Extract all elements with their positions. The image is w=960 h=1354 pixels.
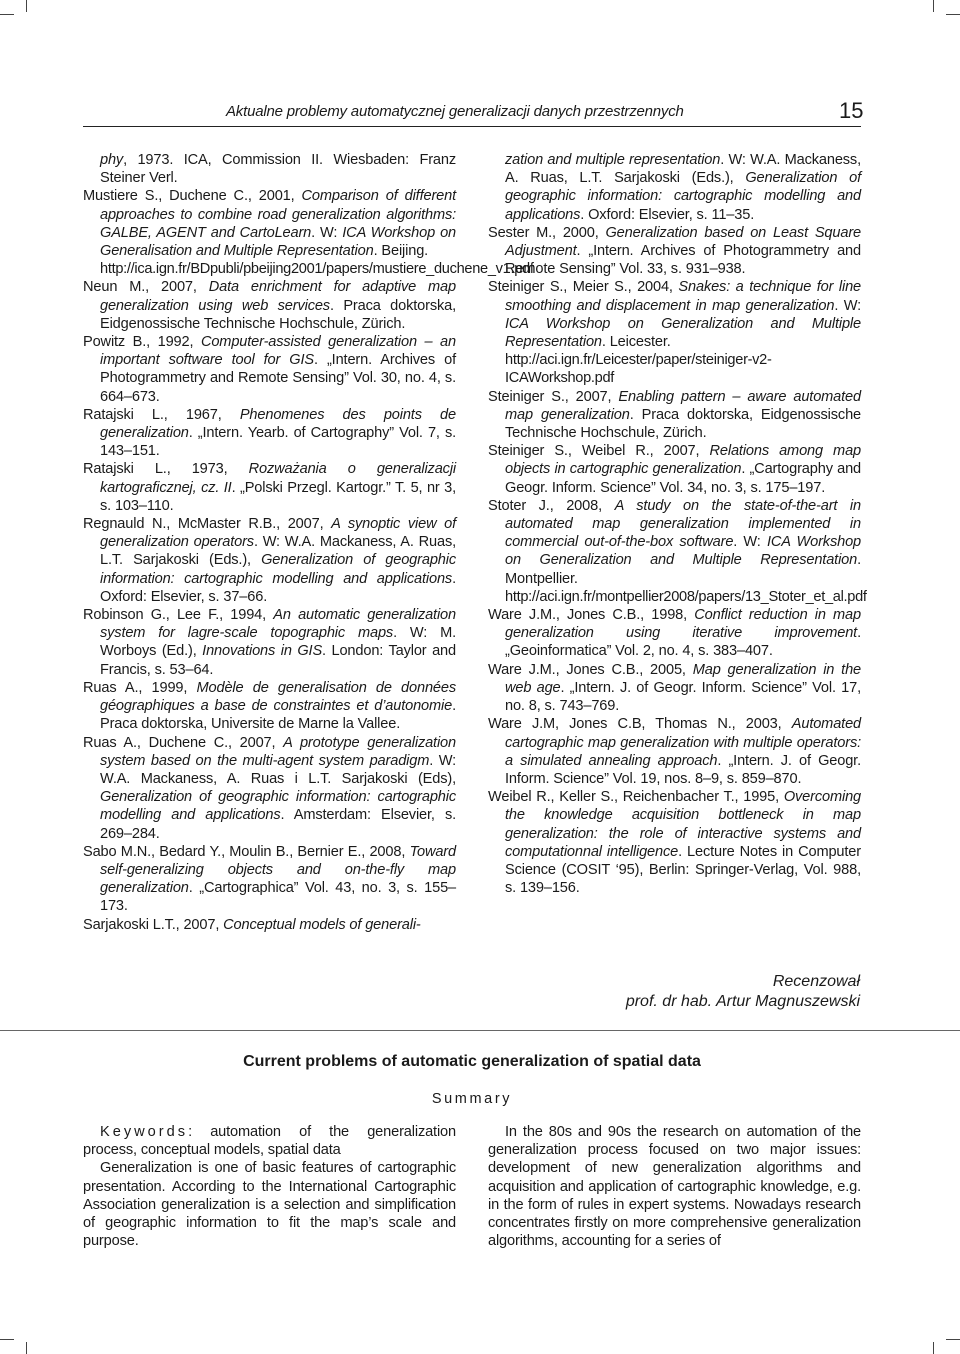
reference-text: . „Cartography and Geogr. Inform. Science” Vol. 34, no. 3, s. 175–197. [505, 461, 861, 496]
reference-entry [488, 497, 867, 606]
reference-text: Ratajski L., 1973, [83, 461, 249, 478]
reference-entry [83, 606, 456, 679]
reference-title: Toward self-generalizing objects and on-the-fly map generalization [100, 843, 456, 897]
reference-text: Ware J.M., Jones C.B., 2005, [488, 661, 693, 678]
keywords-label: Keywords [100, 1124, 189, 1140]
crop-mark [946, 14, 960, 15]
reference-title: Conceptual models of generali- [223, 916, 421, 933]
summary-paragraph: In the 80s and 90s the research on automation of the generalization process focused on two major issues: development of new generalization algorithms and acquisition and application of cartographic knowledge, e.g. in the form of rules in expert systems. Nowadays research concentrates firstly on more comprehensive generalization algorithms, accounting for a series of [488, 1124, 861, 1250]
crop-mark [0, 1339, 14, 1340]
reference-text: Sarjakoski L.T., 2007, [83, 916, 224, 933]
reference-title: Phenomenes des points de generalization [100, 406, 456, 442]
reference-entry [488, 788, 861, 897]
reference-text: . Montpellier. [505, 552, 861, 587]
reference-text: Ruas A., Duchene C., 2007, [83, 734, 284, 751]
reference-entry [83, 187, 534, 278]
reference-entry [83, 406, 456, 461]
reference-text: . Leicester. [601, 334, 671, 351]
reference-text: Ware J.M, Jones C.B, Thomas N., 2003, [488, 716, 792, 733]
reference-text: . Praca doktorska, Eidgenossische Technische Hochschule, Zürich. [100, 297, 456, 332]
reference-title: A study on the state-of-the-art in automated map generalization implemented in commercial out-of-the-box software [505, 497, 861, 551]
reference-title: ICA Workshop on Generalization and Multiple Representation [505, 315, 861, 351]
reference-title: Rozważania o generalizacji kartograficznej, cz. II [100, 461, 456, 496]
reference-title: phy [100, 152, 124, 168]
reference-entry [488, 388, 861, 443]
reference-entry [488, 278, 861, 387]
reference-title: Snakes: a technique for line smoothing and displacement in map generalization [505, 279, 862, 314]
reference-url[interactable]: http://ica.ign.fr/BDpubli/pbeijing2001/papers/mustiere_duchene_v1.pdf [100, 261, 534, 278]
reference-entry [83, 916, 456, 934]
reference-title: Data enrichment for adaptive map generalization using web services [100, 279, 456, 314]
reference-text: . „Polski Przegl. Kartogr.” T. 5, nr 3, s. 103–110. [100, 479, 457, 514]
reference-text: . Lecture Notes in Computer Science (COSIT ‘95), Berlin: Springer-Verlag, Vol. 988, s. 139–156. [505, 843, 861, 897]
reference-text: . „Geoinformatica” Vol. 2, no. 4, s. 383–407. [505, 625, 861, 660]
reviewer-name: prof. dr hab. Artur Magnuszewski [625, 993, 860, 1010]
header-rule [83, 126, 861, 127]
reference-text: Mustiere S., Duchene C., 2001, [83, 188, 302, 205]
reference-text: . W: W.A. Mackaness, A. Ruas, L.T. Sarjakoski (Eds.), [505, 152, 861, 187]
reference-entry [488, 151, 861, 224]
reference-entry [488, 661, 861, 716]
reference-title: Overcoming the knowledge acquisition bottleneck in map generalization: the role of interactive systems and computationnal intelligence [505, 789, 861, 860]
reference-entry [83, 515, 456, 606]
reference-text: Ware J.M., Jones C.B., 1998, [488, 607, 695, 624]
reference-title: Enabling pattern – aware automated map generalization [505, 388, 861, 423]
reference-url[interactable]: http://aci.ign.fr/montpellier2008/papers/13_Stoter_et_al.pdf [505, 588, 867, 605]
reference-entry [83, 460, 456, 515]
reference-title: Computer-assisted generalization – an important software tool for GIS [100, 334, 456, 369]
reference-text: , 1973. ICA, Commission II. Wiesbaden: Franz Steiner Verl. [100, 152, 456, 187]
reference-text: . W: W.A. Mackaness, A. Ruas, L.T. Sarjakoski (Eds.), [100, 534, 457, 569]
reference-text: . W: [834, 297, 861, 314]
reference-text: . London: Taylor and Francis, s. 53–64. [100, 643, 456, 678]
reference-text: . Oxford: Elsevier, s. 11–35. [580, 206, 755, 223]
reference-title: An automatic generalization system for lagre-scale topographic maps [100, 607, 456, 642]
reference-text: . W: [311, 224, 343, 241]
reference-text: Powitz B., 1992, [83, 334, 201, 351]
reference-title: Generalization of geographic information: cartographic modelling and applications [100, 789, 456, 824]
reference-entry [488, 442, 861, 497]
summary-label: Summary [431, 1091, 513, 1107]
reference-title: ICA Workshop on Generalisation and Multiple Representation [100, 224, 456, 260]
reference-text: . „Intern. Archives of Photogrammetry and Remote Sensing” Vol. 30, no. 4, s. 664–673. [100, 352, 456, 405]
reference-title: Conflict reduction in map generalization using iterative improvement [505, 607, 861, 642]
reference-text: Neun M., 2007, [83, 279, 209, 296]
reference-text: Steiniger S., Meier S., 2004, [488, 279, 679, 296]
reference-text: . „Intern. Yearb. of Cartography” Vol. 7, s. 143–151. [100, 425, 456, 460]
reference-title: Automated cartographic map generalization with multiple operators: a simulated annealing approach [505, 716, 861, 769]
reference-text: . „Intern. J. of Geogr. Inform. Science” Vol. 19, nos. 8–9, s. 859–870. [505, 752, 861, 787]
reference-text: . Praca doktorska, Eidgenossische Technische Hochschule, Zürich. [505, 406, 861, 442]
reference-entry [83, 843, 456, 916]
reference-text: Stoter J., 2008, [488, 497, 615, 514]
reference-text: . „Intern. J. of Geogr. Inform. Science” Vol. 17, no. 8, s. 743–769. [505, 679, 861, 715]
reference-text: Sabo M.N., Bedard Y., Moulin B., Bernier E., 2008, [83, 843, 410, 860]
reference-text: Steiniger S., Weibel R., 2007, [488, 443, 710, 460]
reference-entry [83, 679, 456, 734]
reference-text: . W: W.A. Mackaness, A. Ruas i L.T. Sarjakoski (Eds), [100, 752, 457, 787]
reference-title: Map generalization in the web age [505, 661, 862, 696]
reference-title: Generalization of geographic information: cartographic modelling and applications [100, 552, 456, 587]
references-left-column [83, 151, 534, 934]
reference-title: Innovations in GIS [202, 643, 323, 660]
summary-left-column [83, 1123, 456, 1250]
running-header: Aktualne problemy automatycznej generalizacji danych przestrzennych [226, 103, 684, 120]
reference-text: . W: [733, 534, 767, 551]
reference-entry [488, 224, 861, 279]
summary-title: Current problems of automatic generalization of spatial data [243, 1053, 701, 1070]
keywords-text: : automation of the generalization process, conceptual models, spatial data [83, 1124, 456, 1159]
crop-mark [933, 1342, 934, 1354]
reference-title: ICA Workshop on Generalization and Multiple Representation [505, 534, 862, 569]
reference-text: . „Intern. Archives of Photogrammetry and Remote Sensing” Vol. 33, s. 931–938. [505, 243, 861, 278]
reference-entry [83, 333, 456, 406]
reference-title: A prototype generalization system based on the multi-agent system paradigm [100, 734, 456, 769]
references-right-column [488, 151, 867, 897]
reference-title: Relations among map objects in cartographic generalization [505, 443, 861, 478]
reference-text: Robinson G., Lee F., 1994, [83, 607, 274, 624]
reference-entry [83, 278, 456, 333]
reference-text: . Beijing. [373, 243, 429, 260]
reviewer-label: Recenzował [772, 973, 860, 990]
reference-entry [488, 715, 861, 788]
reference-title: Comparison of different approaches to combine road generalization algorithms: GALBE, AGENT and CartoLearn [100, 188, 456, 241]
reference-text: . Oxford: Elsevier, s. 37–66. [100, 570, 456, 605]
reference-title: A synoptic view of generalization operators [100, 516, 456, 551]
page-number: 15 [839, 98, 864, 123]
reference-text: Steiniger S., 2007, [488, 388, 619, 405]
summary-paragraph: Generalization is one of basic features of cartographic presentation. According to the International Cartographic Association generalization is a selection and simplification of geographic information to fit the map’s scale and purpose. [83, 1160, 456, 1250]
reference-text: Regnauld N., McMaster R.B., 2007, [83, 516, 332, 533]
reference-text: Weibel R., Keller S., Reichenbacher T., 1995, [488, 789, 784, 806]
reference-text: Sester M., 2000, [488, 224, 606, 241]
reference-entry [83, 151, 456, 187]
summary-right-column [488, 1123, 861, 1250]
crop-mark [946, 1339, 960, 1340]
reference-title: Generalization of geographic information: cartographic modelling and applications [505, 170, 861, 223]
reference-text: . Amsterdam: Elsevier, s. 269–284. [100, 807, 456, 842]
reference-text: Ruas A., 1999, [83, 679, 197, 696]
reference-entry [83, 734, 456, 843]
section-divider [0, 1030, 960, 1031]
reference-title: Modèle de generalisation de données géographiques a base de constraintes et d’autonomie [100, 679, 456, 715]
reviewer-signature [626, 972, 860, 1012]
reference-title: Generalization based on Least Square Adjustment [505, 224, 861, 260]
keywords-paragraph [83, 1123, 456, 1159]
reference-title: zation and multiple representation [505, 152, 721, 168]
crop-mark [26, 0, 27, 12]
crop-mark [933, 0, 934, 12]
reference-text: . „Cartographica” Vol. 43, no. 3, s. 155–173. [100, 880, 456, 915]
reference-url[interactable]: http://aci.ign.fr/Leicester/paper/steiniger-v2-ICAWorkshop.pdf [505, 352, 772, 387]
crop-mark [0, 14, 14, 15]
reference-text: . W: M. Worboys (Ed.), [100, 625, 457, 660]
reference-entry [488, 606, 861, 661]
reference-text: . Praca doktorska, Universite de Marne la Vallee. [100, 698, 456, 733]
crop-mark [26, 1342, 27, 1354]
reference-text: Ratajski L., 1967, [83, 406, 240, 423]
